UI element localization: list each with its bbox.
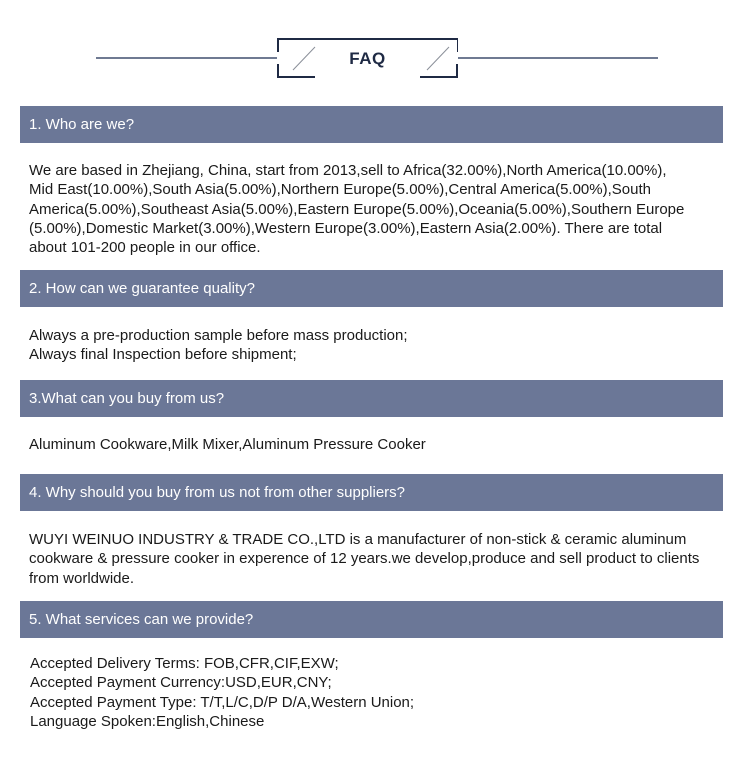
- faq-answer-3: [29, 435, 747, 454]
- answer-line: Accepted Payment Type: T/T,L/C,D/P D/A,Western Union;: [30, 693, 415, 711]
- answer-line: WUYI WEINUO INDUSTRY & TRADE CO.,LTD is a manufacturer of non-stick & ceramic aluminum: [29, 531, 687, 548]
- answer-line: (5.00%),Domestic Market(3.00%),Western Europe(3.00%),Eastern Asia(2.00%). There are total: [29, 219, 663, 237]
- answer-line: Always final Inspection before shipment;: [29, 346, 297, 364]
- answer-line: Language Spoken:English,Chinese: [30, 712, 265, 730]
- header-divider-left: [96, 57, 286, 59]
- answer-line: Mid East(10.00%),South Asia(5.00%),Northern Europe(5.00%),Central America(5.00%),South: [29, 181, 651, 199]
- faq-question-1: 1. Who are we?: [20, 106, 723, 143]
- faq-question-2: 2. How can we guarantee quality?: [20, 270, 723, 307]
- answer-line: cookware & pressure cooker in experence of 12 years.we develop,produce and sell product to clients: [29, 550, 700, 568]
- header-divider-right: [452, 57, 658, 59]
- page-title: FAQ: [349, 49, 386, 68]
- faq-answer-1: [29, 161, 747, 257]
- answer-line: Always a pre-production sample before mass production;: [29, 327, 408, 344]
- answer-line: America(5.00%),Southeast Asia(5.00%),Eastern Europe(5.00%),Oceania(5.00%),Southern Europe: [29, 200, 685, 218]
- faq-question-3: 3.What can you buy from us?: [20, 380, 723, 417]
- answer-line: We are based in Zhejiang, China, start from 2013,sell to Africa(32.00%),North America(10.00%),: [29, 162, 667, 179]
- faq-answer-4: [29, 530, 747, 588]
- faq-header: [0, 0, 750, 100]
- faq-answer-5: [30, 654, 748, 731]
- faq-title-frame: [277, 38, 458, 78]
- answer-line: Aluminum Cookware,Milk Mixer,Aluminum Pressure Cooker: [29, 436, 426, 453]
- faq-question-4: 4. Why should you buy from us not from other suppliers?: [20, 474, 723, 511]
- answer-line: Accepted Payment Currency:USD,EUR,CNY;: [30, 674, 332, 692]
- faq-question-5: 5. What services can we provide?: [20, 601, 723, 638]
- answer-line: about 101-200 people in our office.: [29, 239, 261, 257]
- faq-answer-2: [29, 326, 747, 365]
- answer-line: from worldwide.: [29, 569, 135, 587]
- answer-line: Accepted Delivery Terms: FOB,CFR,CIF,EXW;: [30, 655, 339, 672]
